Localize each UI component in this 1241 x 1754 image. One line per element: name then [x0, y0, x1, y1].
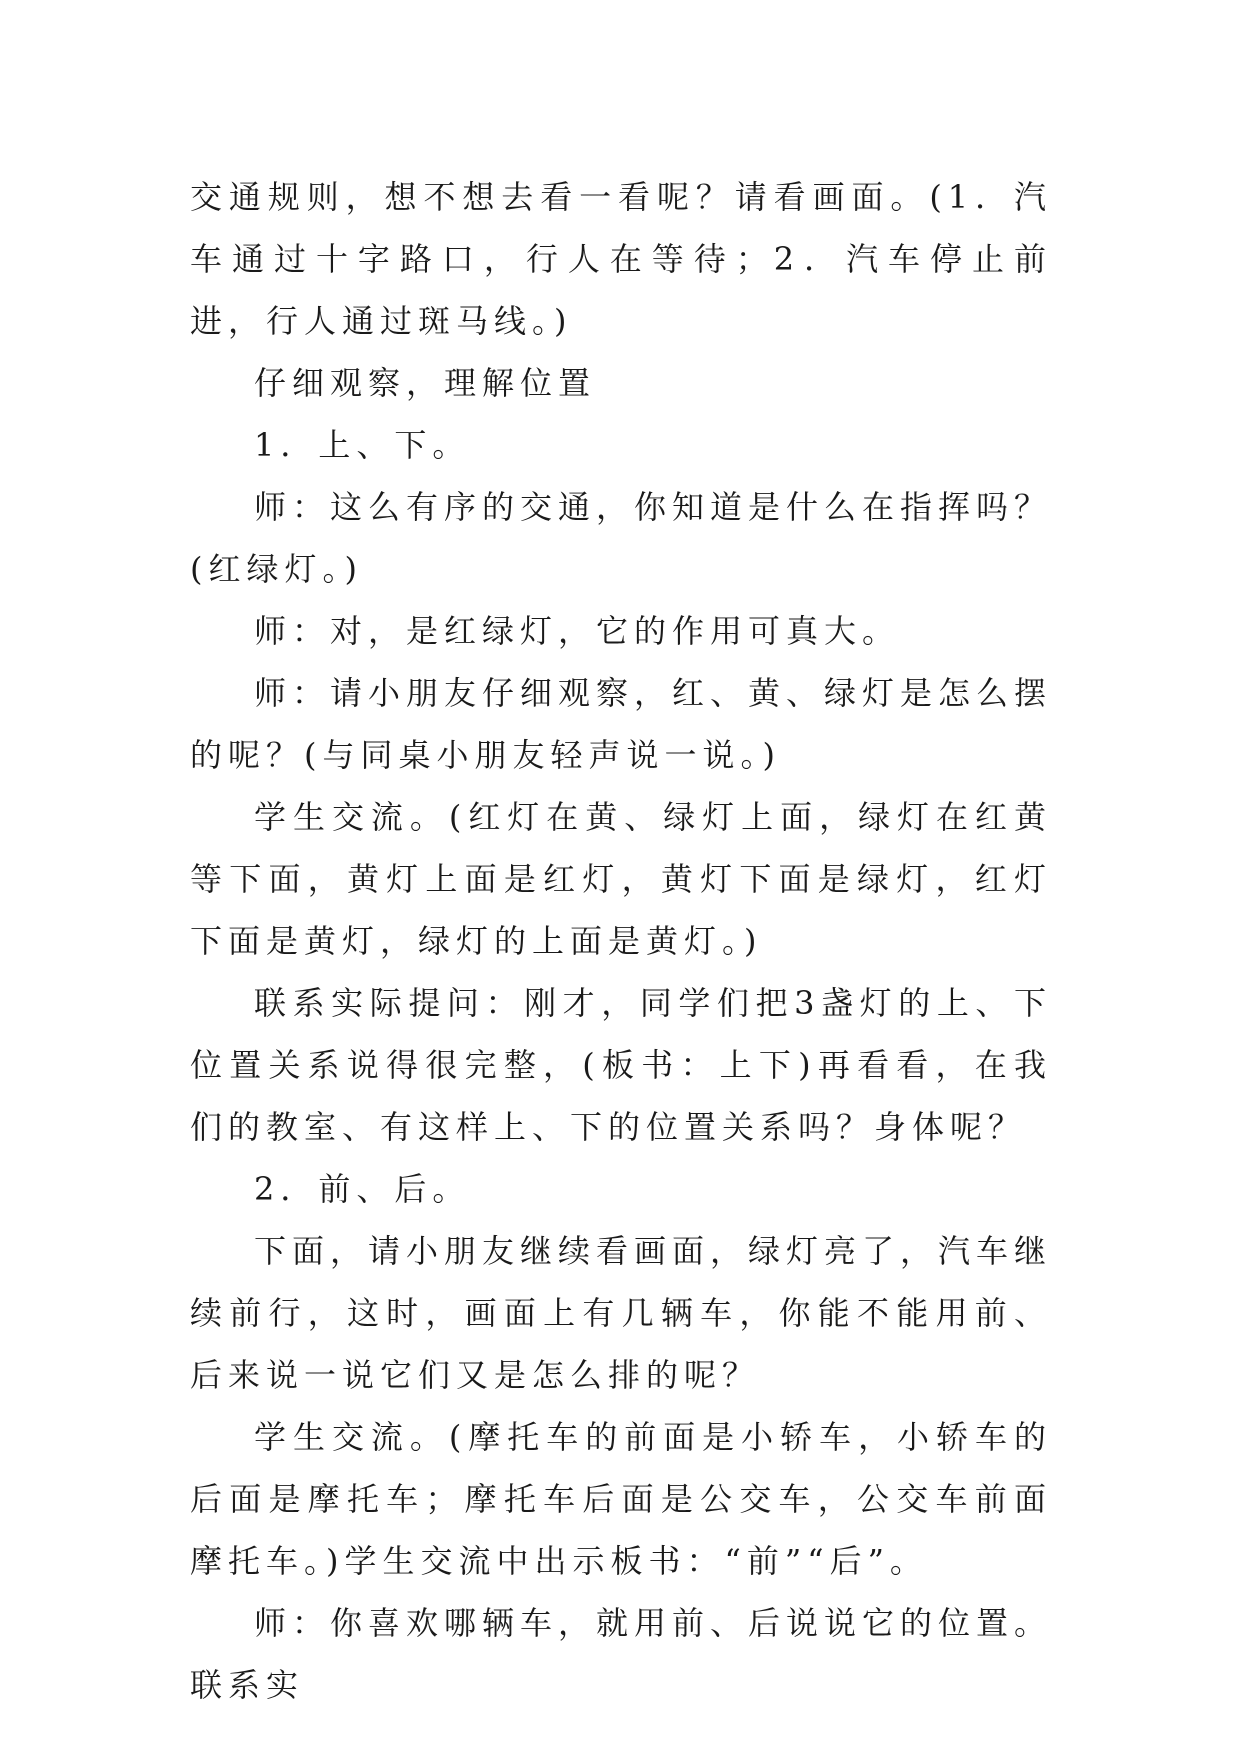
paragraph-9: 2．前、后。 [254, 1170, 471, 1208]
paragraph-11: 学生交流。(摩托车的前面是小轿车，小轿车的后面是摩托车；摩托车后面是公交车，公交车前面摩托车。)学生交流中出示板书：“前”“后”。 [190, 1418, 1052, 1580]
paragraph-1: 交通规则，想不想去看一看呢？请看画面。(1．汽车通过十字路口，行人在等待；2．汽车停止前进，行人通过斑马线。) [190, 178, 1052, 340]
paragraph-12: 师：你喜欢哪辆车，就用前、后说说它的位置。联系实 [190, 1604, 1053, 1704]
paragraph-8: 联系实际提问：刚才，同学们把3盏灯的上、下位置关系说得很完整，(板书：上下)再看看，在我们的教室、有这样上、下的位置关系吗？身体呢？ [190, 984, 1052, 1146]
paragraph-3: 1．上、下。 [254, 426, 471, 464]
paragraph-4: 师：这么有序的交通，你知道是什么在指挥吗？(红绿灯。) [190, 488, 1053, 588]
paragraph-6: 师：请小朋友仔细观察，红、黄、绿灯是怎么摆的呢？(与同桌小朋友轻声说一说。) [190, 674, 1053, 774]
paragraph-2: 仔细观察，理解位置 [254, 364, 597, 402]
paragraph-10: 下面，请小朋友继续看画面，绿灯亮了，汽车继续前行，这时，画面上有几辆车，你能不能用前、后来说一说它们又是怎么排的呢？ [190, 1232, 1053, 1394]
paragraph-5: 师：对，是红绿灯，它的作用可真大。 [254, 612, 901, 650]
paragraph-7: 学生交流。(红灯在黄、绿灯上面，绿灯在红黄等下面，黄灯上面是红灯，黄灯下面是绿灯，红灯下面是黄灯，绿灯的上面是黄灯。) [190, 798, 1052, 960]
document-body [190, 166, 1052, 1716]
